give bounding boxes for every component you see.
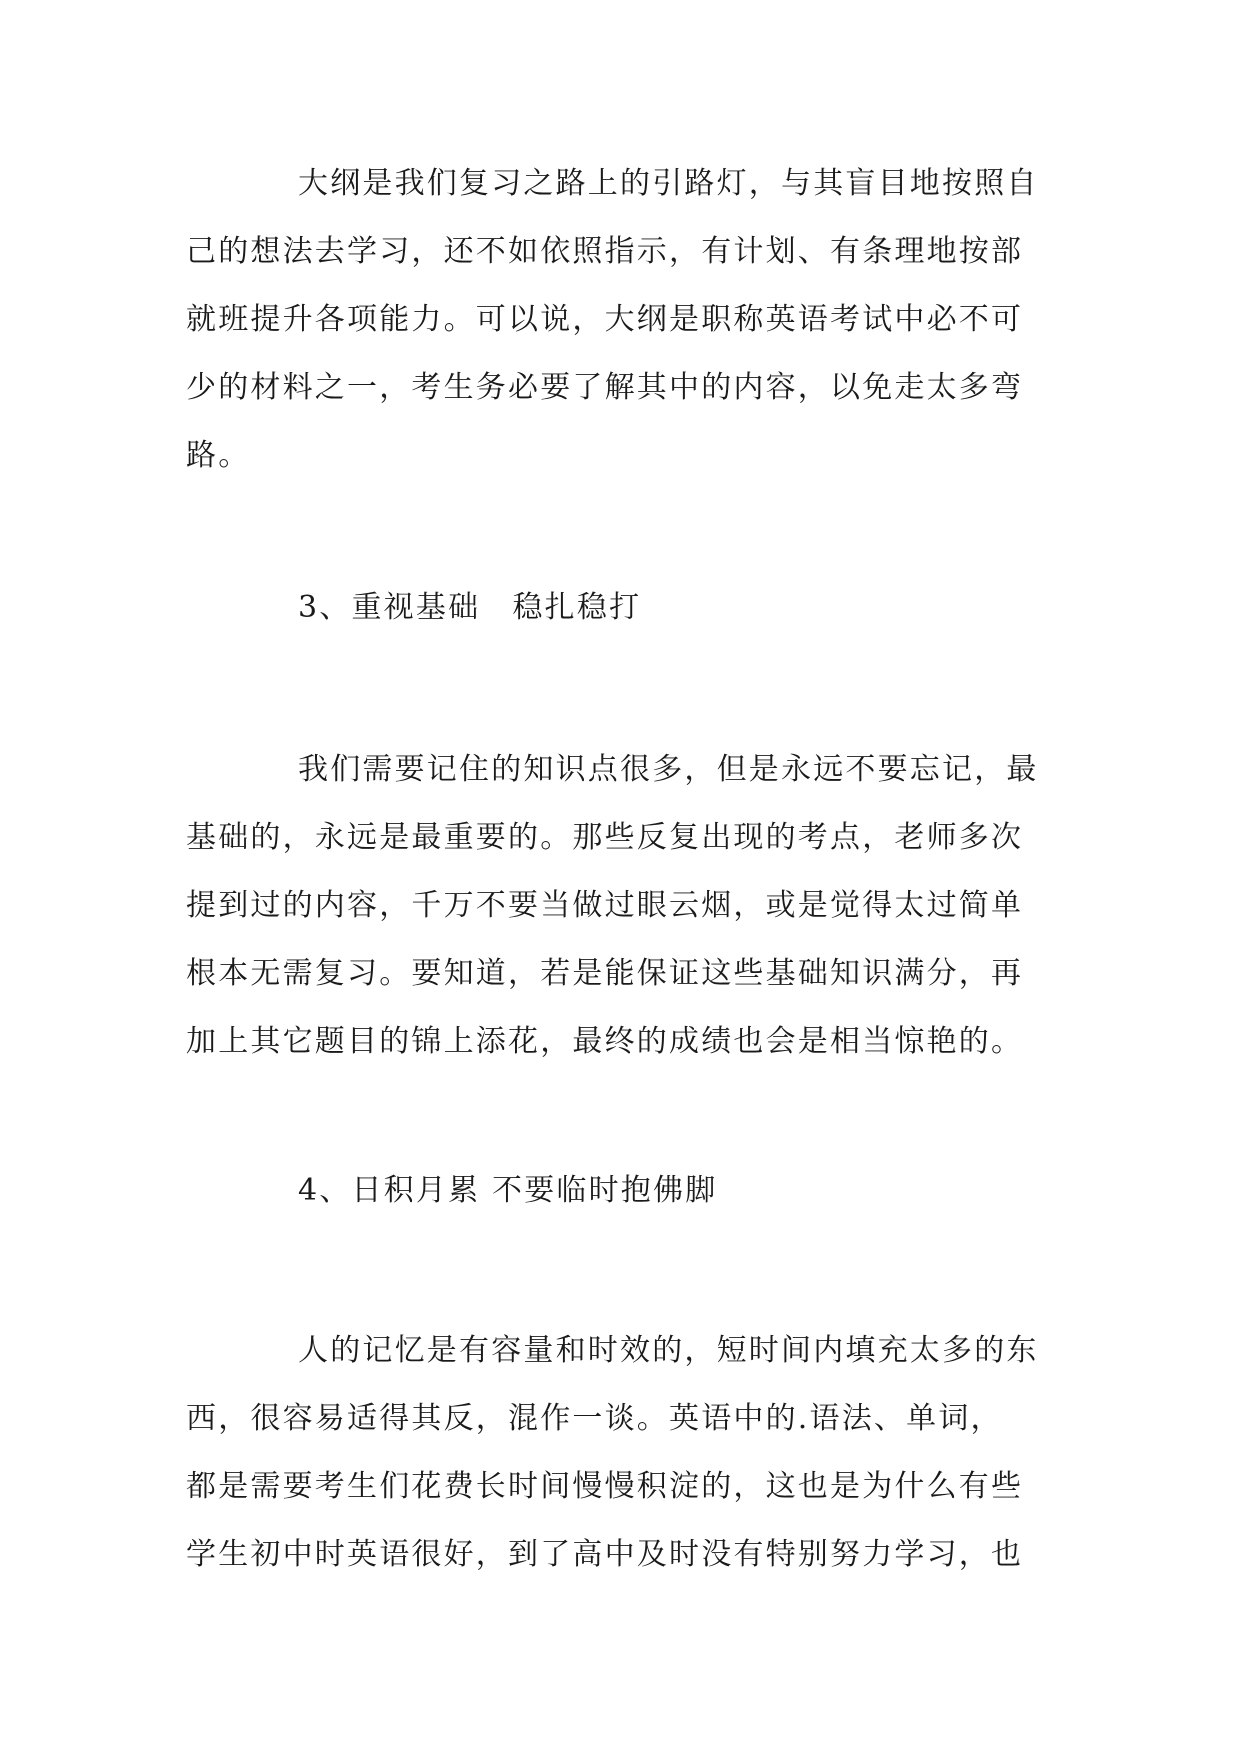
paragraph-line: 己的想法去学习，还不如依照指示，有计划、有条理地按部 bbox=[186, 234, 1024, 269]
paragraph-outline bbox=[186, 150, 1066, 490]
paragraph-accumulation bbox=[186, 1317, 1066, 1589]
paragraph-line: 都是需要考生们花费长时间慢慢积淀的，这也是为什么有些 bbox=[186, 1469, 1024, 1504]
paragraph-line: 少的材料之一，考生务必要了解其中的内容，以免走太多弯 bbox=[186, 370, 1024, 405]
paragraph-line: 西，很容易适得其反，混作一谈。英语中的.语法、单词， bbox=[186, 1401, 1003, 1436]
paragraph-line: 路。 bbox=[186, 438, 251, 473]
paragraph-line: 人的记忆是有容量和时效的，短时间内填充太多的东 bbox=[298, 1333, 1039, 1368]
section-heading-4: 4、日积月累 不要临时抱佛脚 bbox=[298, 1173, 718, 1208]
paragraph-line: 根本无需复习。要知道，若是能保证这些基础知识满分，再 bbox=[186, 956, 1024, 991]
paragraph-line: 我们需要记住的知识点很多，但是永远不要忘记，最 bbox=[298, 752, 1039, 787]
paragraph-line: 基础的，永远是最重要的。那些反复出现的考点，老师多次 bbox=[186, 820, 1024, 855]
paragraph-basics bbox=[186, 736, 1066, 1076]
paragraph-line: 学生初中时英语很好，到了高中及时没有特别努力学习，也 bbox=[186, 1537, 1024, 1572]
section-heading-3: 3、重视基础 稳扎稳打 bbox=[298, 590, 642, 625]
paragraph-line: 大纲是我们复习之路上的引路灯，与其盲目地按照自 bbox=[298, 166, 1039, 201]
paragraph-line: 加上其它题目的锦上添花，最终的成绩也会是相当惊艳的。 bbox=[186, 1024, 1024, 1059]
paragraph-line: 就班提升各项能力。可以说，大纲是职称英语考试中必不可 bbox=[186, 302, 1024, 337]
paragraph-line: 提到过的内容，千万不要当做过眼云烟，或是觉得太过简单 bbox=[186, 888, 1024, 923]
